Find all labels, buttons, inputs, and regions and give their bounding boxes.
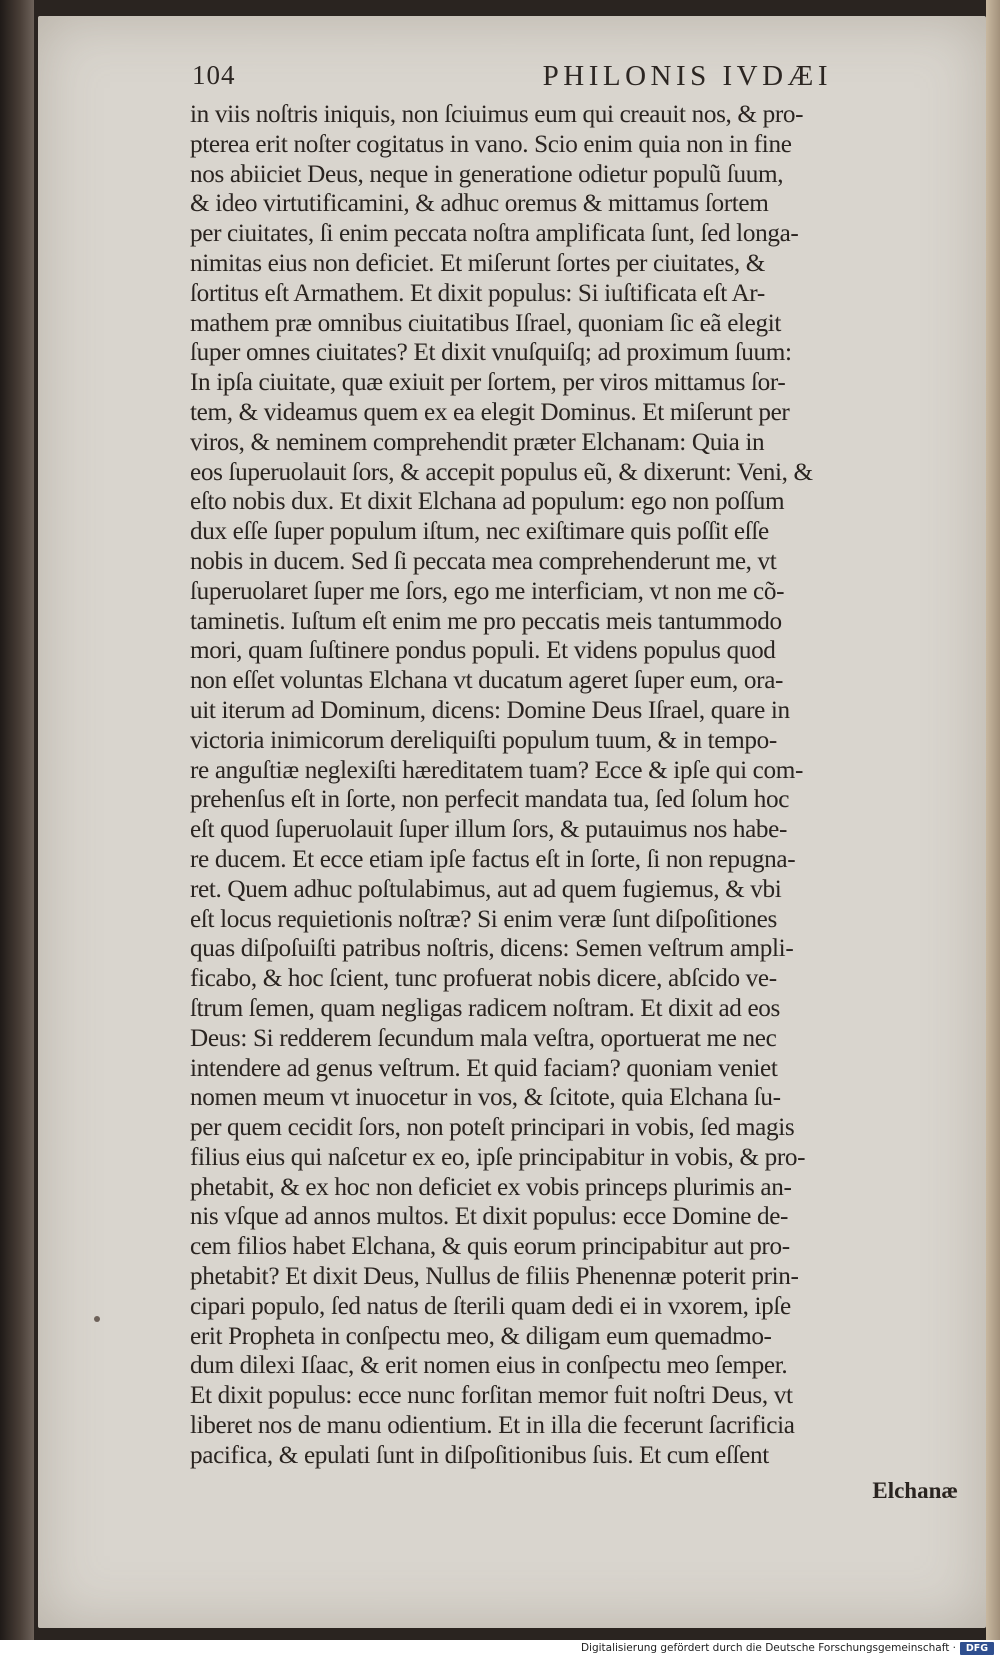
text-line: dux eſſe ſuper populum iſtum, nec exiſtimare quis poſſit eſſe <box>190 518 769 546</box>
text-line: In ipſa ciuitate, quæ exiuit per ſortem, per viros mittamus ſor- <box>190 369 786 397</box>
text-line: pacifica, & epulati ſunt in diſpoſitionibus ſuis. Et cum eſſent <box>190 1441 769 1469</box>
catchword: Elchanæ <box>872 1478 958 1503</box>
text-line: & ideo virtutificamini, & adhuc oremus & mittamus ſortem <box>190 190 769 218</box>
text-line: victoria inimicorum dereliquiſti populum tuum, & in tempo- <box>190 726 777 754</box>
text-line: ret. Quem adhuc poſtulabimus, aut ad quem fugiemus, & vbi <box>190 875 782 903</box>
text-line: pterea erit noſter cogitatus in vano. Scio enim quia non in fine <box>190 130 792 158</box>
text-line: ſuperuolaret ſuper me ſors, ego me interficiam, vt non me cõ- <box>190 577 785 605</box>
text-line: ſortitus eſt Armathem. Et dixit populus: Si iuſtificata eſt Ar- <box>190 279 765 307</box>
text-line: prehenſus eſt in ſorte, non perfecit mandata tua, ſed ſolum hoc <box>190 786 790 814</box>
text-line: cipari populo, ſed natus de ſterili quam dedi ei in vxorem, ipſe <box>190 1292 791 1320</box>
text-line: eſt locus requietionis noſtræ? Si enim veræ ſunt diſpoſitiones <box>190 905 777 933</box>
text-line: ſuper omnes ciuitates? Et dixit vnuſquiſq; ad proximum ſuum: <box>190 339 792 367</box>
text-line: nomen meum vt inuocetur in vos, & ſcitote, quia Elchana ſu- <box>190 1084 781 1112</box>
text-line: nimitas eius non deficiet. Et miſerunt ſortes per ciuitates, & <box>190 249 765 277</box>
text-line: nobis in ducem. Sed ſi peccata mea comprehenderunt me, vt <box>190 547 777 575</box>
text-line: nos abiiciet Deus, neque in generatione odietur populũ ſuum, <box>190 160 784 188</box>
text-line: in viis noſtris iniquis, non ſciuimus eum qui creauit nos, & pro- <box>190 101 804 128</box>
text-line: re ducem. Et ecce etiam ipſe factus eſt in ſorte, ſi non repugna- <box>190 845 796 873</box>
ink-speck <box>94 1316 100 1322</box>
text-line: liberet nos de manu odientium. Et in illa die fecerunt ſacrificia <box>190 1412 795 1440</box>
text-line: ficabo, & hoc ſcient, tunc profuerat nobis dicere, abſcido ve- <box>190 965 777 993</box>
text-line: quas diſpoſuiſti patribus noſtris, dicens: Semen veſtrum ampli- <box>190 935 794 963</box>
text-line: tem, & videamus quem ex ea elegit Dominus. Et miſerunt per <box>190 398 790 426</box>
text-line: phetabit, & ex hoc non deficiet ex vobis princeps plurimis an- <box>190 1173 792 1201</box>
text-line: eſto nobis dux. Et dixit Elchana ad populum: ego non poſſum <box>190 488 785 516</box>
text-line: nis vſque ad annos multos. Et dixit populus: ecce Domine de- <box>190 1203 789 1231</box>
dfg-logo-icon[interactable]: DFG <box>960 1642 994 1655</box>
text-line: per quem cecidit ſors, non poteſt principari in vobis, ſed magis <box>190 1114 795 1142</box>
text-line: eos ſuperuolauit ſors, & accepit populus eũ, & dixerunt: Veni, & <box>190 458 813 486</box>
text-line: mathem præ omnibus ciuitatibus Iſrael, quoniam ſic eã elegit <box>190 309 782 337</box>
text-line: Deus: Si redderem ſecundum mala veſtra, oportuerat me nec <box>190 1024 777 1052</box>
digitization-footer <box>0 1640 1000 1659</box>
text-line: ſtrum ſemen, quam negligas radicem noſtram. Et dixit ad eos <box>190 994 780 1022</box>
text-line: phetabit? Et dixit Deus, Nullus de filiis Phenennæ poterit prin- <box>190 1263 799 1291</box>
text-line: dum dilexi Iſaac, & erit nomen eius in conſpectu meo ſemper. <box>190 1352 788 1380</box>
running-head <box>192 60 832 100</box>
text-line: viros, & neminem comprehendit præter Elchanam: Quia in <box>190 428 765 456</box>
text-line: re anguſtiæ neglexiſti hæreditatem tuam? Ecce & ipſe qui com- <box>190 756 804 784</box>
funding-credit: Digitalisierung gefördert durch die Deutsche Forschungsgemeinschaft · <box>580 1642 956 1654</box>
body-text <box>190 100 960 1471</box>
text-line: uit iterum ad Dominum, dicens: Domine Deus Iſrael, quare in <box>190 696 790 724</box>
running-head-title: PHILONIS IVDÆI <box>542 60 832 92</box>
text-line: per ciuitates, ſi enim peccata noſtra amplificata ſunt, ſed longa- <box>190 220 799 248</box>
text-line: cem filios habet Elchana, & quis eorum principabitur aut pro- <box>190 1233 790 1261</box>
text-line: non eſſet voluntas Elchana vt ducatum ageret ſuper eum, ora- <box>190 667 784 695</box>
book-page <box>38 16 986 1628</box>
text-line: mori, quam ſuſtinere pondus populi. Et videns populus quod <box>190 637 776 665</box>
page-number: 104 <box>192 60 236 90</box>
text-line: eſt quod ſuperuolauit ſuper illum ſors, & putauimus nos habe- <box>190 816 788 844</box>
text-line: Et dixit populus: ecce nunc forſitan memor fuit noſtri Deus, vt <box>190 1382 793 1410</box>
text-line: erit Propheta in conſpectu meo, & diligam eum quemadmo- <box>190 1322 772 1350</box>
text-line: taminetis. Iuſtum eſt enim me pro peccatis meis tantummodo <box>190 607 782 635</box>
text-line: filius eius qui naſcetur ex eo, ipſe principabitur in vobis, & pro- <box>190 1143 806 1171</box>
text-line: intendere ad genus veſtrum. Et quid faciam? quoniam veniet <box>190 1054 778 1082</box>
